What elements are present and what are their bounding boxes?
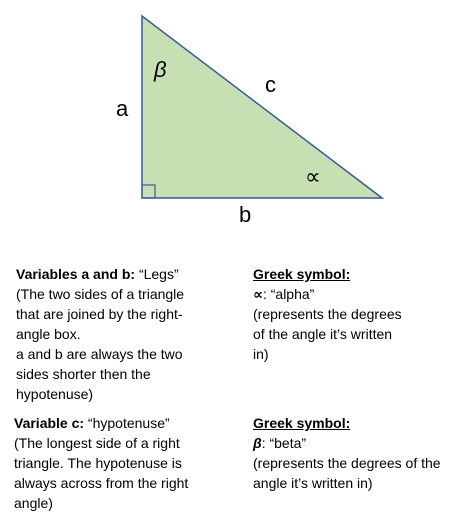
legs-line: hypotenuse) (16, 386, 94, 402)
alpha-line: (represents the degrees (253, 306, 402, 322)
alpha-symbol: ∝ (253, 286, 263, 302)
beta-symbol: β (253, 435, 262, 451)
hyp-line: (The longest side of a right (14, 435, 180, 451)
alpha-symbol-line (253, 284, 402, 304)
alpha-line: in) (253, 346, 269, 362)
hyp-line: triangle. The hypotenuse is (14, 455, 182, 471)
side-b-label: b (239, 202, 252, 227)
right-triangle (142, 16, 382, 198)
legs-line: that are joined by the right- (16, 306, 183, 322)
beta-line: (represents the degrees of the (253, 455, 441, 471)
hyp-line: angle) (14, 495, 53, 511)
beta-line: angle it’s written in) (253, 475, 373, 491)
alpha-name: : “alpha” (262, 286, 315, 302)
hypotenuse-description (14, 413, 188, 513)
legs-line: angle box. (16, 326, 81, 342)
legs-description (16, 264, 184, 404)
legs-line: a and b are always the two (16, 346, 183, 362)
legs-heading-bold: Variables a and b: (16, 266, 136, 282)
legs-heading (16, 264, 184, 284)
alpha-line: of the angle it’s written (253, 326, 393, 342)
legs-line: (The two sides of a triangle (16, 286, 185, 302)
beta-heading: Greek symbol: (253, 415, 351, 431)
legs-heading-rest: “Legs” (135, 266, 179, 282)
legs-line: sides shorter then the (16, 366, 151, 382)
side-a-label: a (116, 96, 129, 121)
hyp-heading-bold: Variable c: (14, 415, 85, 431)
beta-description (253, 413, 441, 493)
hyp-line: always across from the right (14, 475, 189, 491)
angle-beta-label: β (154, 57, 167, 82)
side-c-label: c (265, 72, 276, 97)
hyp-heading-rest: “hypotenuse” (84, 415, 170, 431)
beta-name: : “beta” (261, 435, 307, 451)
angle-alpha-label: ∝ (305, 164, 321, 189)
right-triangle-diagram (0, 0, 474, 235)
alpha-description (253, 264, 402, 364)
alpha-heading: Greek symbol: (253, 266, 351, 282)
beta-symbol-line (253, 433, 441, 453)
hyp-heading (14, 413, 188, 433)
